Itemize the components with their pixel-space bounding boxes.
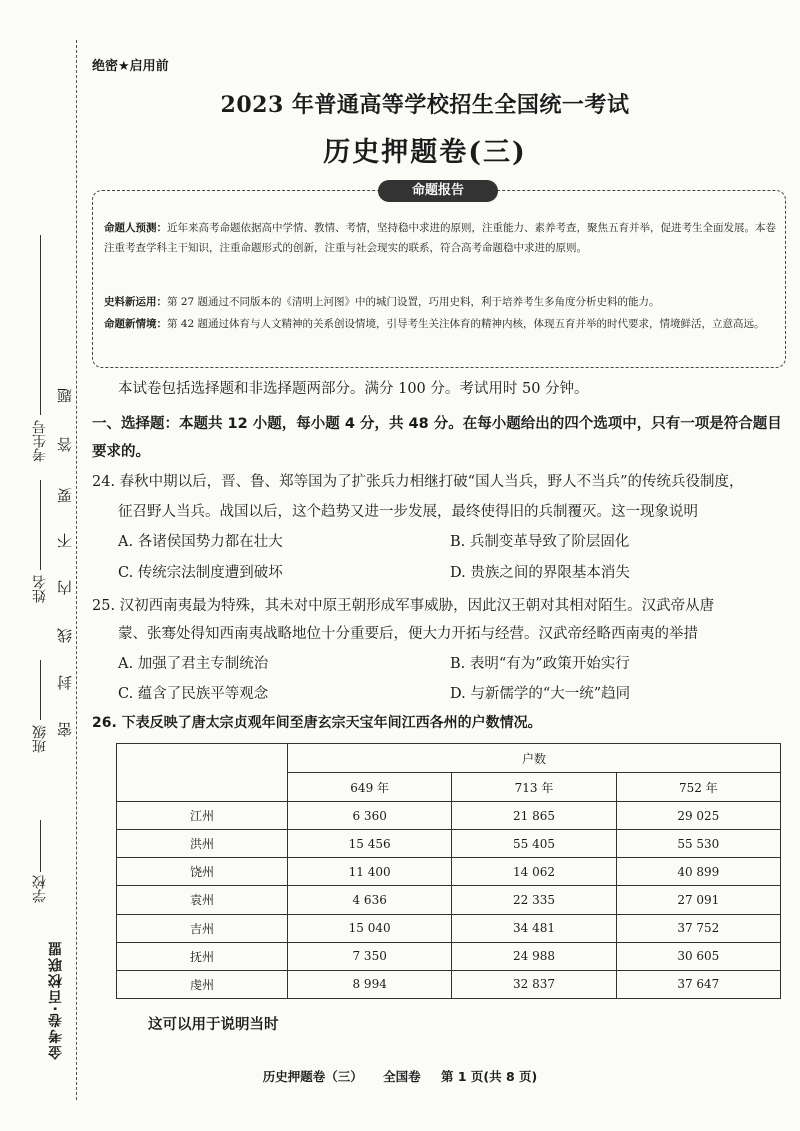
footer-scope: 全国卷 (383, 1069, 421, 1084)
table-row (117, 970, 781, 998)
table-corner (117, 744, 288, 802)
table-cell: 14 062 (452, 858, 616, 886)
table-cell: 6 360 (288, 802, 452, 830)
table-row (117, 802, 781, 830)
report-item-label: 命题人预测： (104, 222, 167, 234)
exam-intro: 本试卷包括选择题和非选择题两部分。满分 100 分。考试用时 50 分钟。 (118, 381, 589, 397)
question-25-option-d[interactable]: D. 与新儒学的“大一统”趋同 (450, 686, 631, 702)
question-24-option-d[interactable]: D. 贵族之间的界限基本消失 (450, 565, 630, 581)
table-col-header: 752 年 (616, 773, 780, 802)
question-24-option-b[interactable]: B. 兵制变革导致了阶层固化 (450, 534, 630, 550)
section-one-instructions: 一、选择题：本题共 12 小题，每小题 4 分，共 48 分。在每小题给出的四个选项中，只有一项是符合题目要求的。 (92, 416, 782, 460)
table-row-name: 江州 (117, 802, 288, 830)
table-col-header: 713 年 (452, 773, 616, 802)
table-cell: 4 636 (288, 886, 452, 914)
question-25-stem-line1: 25. 汉初西南夷最为特殊，其未对中原王朝形成军事威胁，因此汉王朝对其相对陌生。汉武帝从唐 (92, 598, 715, 614)
report-item-label: 命题新情境： (104, 318, 167, 330)
table-cell: 27 091 (616, 886, 780, 914)
question-25-option-c[interactable]: C. 蕴含了民族平等观念 (118, 686, 269, 702)
report-item-text: 近年来高考命题依据高中学情、教情、考情，坚持稳中求进的原则，注重能力、素养考查，聚焦五育并举，促进考生全面发展。本卷注重考查学科主干知识，注重命题形式的创新，注重与社会现实的联系，符合高考命题稳中求进的原则。 (104, 222, 776, 254)
table-cell: 30 605 (616, 942, 780, 970)
question-25-stem-line2: 蒙、张骞处得知西南夷战略地位十分重要后，便大力开拓与经营。汉武帝经略西南夷的举措 (118, 626, 698, 642)
table-cell: 15 040 (288, 914, 452, 942)
table-row-name: 饶州 (117, 858, 288, 886)
table-cell: 7 350 (288, 942, 452, 970)
seal-word: 题 (56, 388, 74, 403)
name-field-line (40, 480, 41, 570)
secret-mark: 绝密★启用前 (92, 59, 169, 74)
table-cell: 24 988 (452, 942, 616, 970)
report-item-material (104, 292, 780, 312)
table-cell: 32 837 (452, 970, 616, 998)
question-26-tail: 这可以用于说明当时 (148, 1017, 279, 1033)
table-cell: 55 405 (452, 830, 616, 858)
table-cell: 37 647 (616, 970, 780, 998)
table-col-header: 649 年 (288, 773, 452, 802)
seal-word: 不 (56, 533, 74, 548)
paper-title: 历史押题卷(三) (323, 137, 527, 168)
table-row-name: 虔州 (117, 970, 288, 998)
table-cell: 22 335 (452, 886, 616, 914)
report-item-text: 第 27 题通过不同版本的《清明上河图》中的城门设置，巧用史料，利于培养考生多角度分析史料的能力。 (167, 296, 660, 308)
table-row-name: 吉州 (117, 914, 288, 942)
seal-word: 封 (56, 675, 74, 690)
table-cell: 21 865 (452, 802, 616, 830)
brand-label: 金考卷·百校联盟 (48, 940, 64, 1060)
question-24-option-a[interactable]: A. 各诸侯国势力都在壮大 (118, 534, 283, 550)
question-24-stem-line2: 征召野人当兵。战国以后，这个趋势又进一步发展，最终使得旧的兵制覆灭。这一现象说明 (118, 504, 698, 520)
table-row (117, 886, 781, 914)
table-row (117, 942, 781, 970)
seal-word: 密 (56, 722, 74, 737)
table-cell: 11 400 (288, 858, 452, 886)
footer-page-number: 第 1 页(共 8 页) (441, 1069, 538, 1084)
question-24-option-c[interactable]: C. 传统宗法制度遭到破坏 (118, 565, 283, 581)
report-item-context (104, 314, 780, 334)
question-25-option-a[interactable]: A. 加强了君主专制统治 (118, 656, 269, 672)
school-field-label: 学校 (32, 875, 48, 903)
table-row-name: 抚州 (117, 942, 288, 970)
report-box (92, 190, 786, 368)
report-item-label: 史料新运用： (104, 296, 167, 308)
footer-paper-name: 历史押题卷（三） (262, 1069, 363, 1084)
seal-word: 答 (56, 437, 74, 452)
report-tag: 命题报告 (378, 180, 498, 202)
name-field-label: 姓名 (32, 575, 48, 603)
class-field-line (40, 660, 41, 720)
table-cell: 15 456 (288, 830, 452, 858)
seal-word: 线 (56, 628, 74, 643)
page-footer (0, 1067, 800, 1085)
table-cell: 55 530 (616, 830, 780, 858)
binding-line (76, 40, 77, 1100)
question-24-stem-line1: 24. 春秋中期以后，晋、鲁、郑等国为了扩张兵力相继打破“国人当兵，野人不当兵”的传统兵役制度， (92, 474, 744, 490)
table-cell: 8 994 (288, 970, 452, 998)
table-row-name: 洪州 (117, 830, 288, 858)
candidate-number-label: 考生号 (32, 420, 48, 462)
table-row-name: 袁州 (117, 886, 288, 914)
table-cell: 40 899 (616, 858, 780, 886)
household-table (116, 743, 781, 999)
table-cell: 34 481 (452, 914, 616, 942)
question-25-option-b[interactable]: B. 表明“有为”政策开始实行 (450, 656, 630, 672)
seal-word: 要 (56, 488, 74, 503)
seal-word: 内 (56, 580, 74, 595)
table-cell: 37 752 (616, 914, 780, 942)
candidate-number-line (40, 235, 41, 415)
table-row (117, 830, 781, 858)
exam-title: 2023 年普通高等学校招生全国统一考试 (220, 92, 630, 118)
class-field-label: 班级 (32, 725, 48, 753)
table-row (117, 914, 781, 942)
question-26-stem: 26. 下表反映了唐太宗贞观年间至唐玄宗天宝年间江西各州的户数情况。 (92, 715, 542, 731)
report-item-text: 第 42 题通过体育与人文精神的关系创设情境，引导考生关注体育的精神内核，体现五育并举的时代要求，情境鲜活，立意高远。 (167, 318, 765, 330)
school-field-line (40, 820, 41, 872)
table-row (117, 858, 781, 886)
table-cell: 29 025 (616, 802, 780, 830)
report-item-prediction (104, 218, 780, 258)
table-group-header: 户数 (288, 744, 781, 773)
